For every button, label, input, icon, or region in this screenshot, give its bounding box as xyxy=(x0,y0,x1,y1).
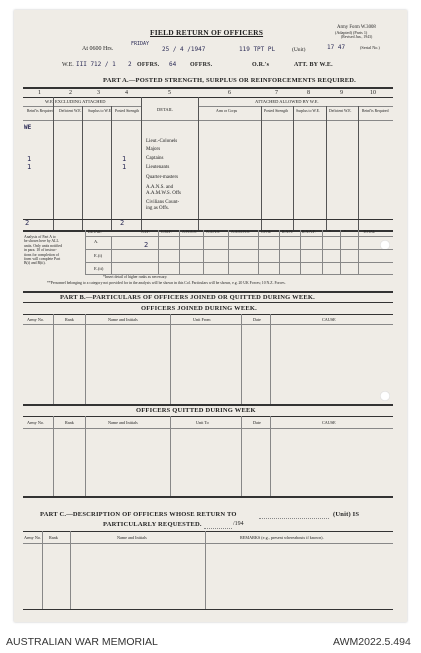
quitted-army-no: Army No. xyxy=(27,420,44,425)
we-mark: WE xyxy=(24,124,32,131)
col-line xyxy=(203,230,204,274)
analysis-aamws: A.A.M.W.S. xyxy=(231,230,250,234)
col-line xyxy=(170,416,171,496)
col-line xyxy=(141,97,142,230)
part-b-title: PART B.—PARTICULARS OF OFFICERS JOINED OR QUITTED DURING WEEK. xyxy=(60,294,316,301)
rule xyxy=(23,543,393,544)
col-number-4: 4 xyxy=(125,90,128,96)
date-field: 25 / 4 /1947 xyxy=(162,46,206,53)
col-number-5: 5 xyxy=(168,90,171,96)
col-line xyxy=(198,97,199,230)
joined-cause: CAUSE xyxy=(322,317,336,322)
col-number-1: 1 xyxy=(38,90,41,96)
col-line xyxy=(340,230,341,274)
col-posted: Posted Strength xyxy=(115,109,139,113)
col-line xyxy=(111,236,112,274)
col-line xyxy=(228,230,229,274)
rule xyxy=(23,496,393,498)
col-line xyxy=(358,106,359,230)
part-a-title: PART A.—POSTED STRENGTH, SURPLUS OR REINFORCEMENTS REQUIRED. xyxy=(103,77,356,84)
offrs-value: 2 xyxy=(128,61,132,68)
form-title: FIELD RETURN OF OFFICERS xyxy=(150,28,264,37)
note-2: **Personnel belonging to a category not provided for in the analysis will be shown in this Col. Particulars will be shown, e.g. 20 UK Forces; 10 N.Z. Forces. xyxy=(47,281,286,285)
analysis-raaf: R.A.A.F. xyxy=(302,230,316,234)
part-c-year: /194 xyxy=(233,521,244,527)
rule xyxy=(23,416,393,417)
rule xyxy=(85,249,393,250)
offrs2-label: OFFRS. xyxy=(190,62,213,68)
col-line xyxy=(70,531,71,609)
col-line xyxy=(261,106,262,230)
col4-value: 1 xyxy=(122,155,127,163)
punch-hole xyxy=(380,391,390,401)
col-surplus: Surplus to W.E. xyxy=(88,109,112,113)
analysis-cmf: C.M.F. xyxy=(161,230,172,234)
quitted-title: OFFICERS QUITTED DURING WEEK xyxy=(136,407,256,414)
col-line xyxy=(53,314,54,404)
part-c-rank: Rank xyxy=(49,535,58,540)
note-1: *Insert detail of higher ranks as necessary. xyxy=(103,275,168,279)
time-prefix: At 0600 Hrs. xyxy=(82,46,114,52)
col-att-reinfs: Reinf'ts Required xyxy=(362,109,389,113)
total-col1: 2 xyxy=(25,219,30,227)
rule xyxy=(23,609,393,610)
col1-value: 1 xyxy=(27,163,32,171)
col-line xyxy=(53,97,54,230)
rank-label: Majors xyxy=(146,147,161,152)
col1-value: 1 xyxy=(27,155,32,163)
rank-label: Lieut.-Colonels xyxy=(146,139,178,144)
rule xyxy=(23,531,393,532)
part-c-name: Name and Initials xyxy=(117,535,147,540)
col-line xyxy=(85,230,86,274)
ors-value: 64 xyxy=(169,61,177,68)
analysis-aif: A.I.F. xyxy=(141,230,150,234)
col-line xyxy=(241,416,242,496)
col-line xyxy=(258,230,259,274)
offrs-label: OFFRS. xyxy=(137,62,160,68)
rule xyxy=(23,428,393,429)
part-c-title: PART C.—DESCRIPTION OF OFFICERS WHOSE RETURN TO xyxy=(40,511,237,518)
analysis-note: Analysis of Part A to be shown here by ALL units. Only units notified in para. 10 of instruc- tions for completion of form will complete Part B(i) and B(ii). xyxy=(24,235,62,266)
rule xyxy=(198,106,393,107)
rule xyxy=(23,324,393,325)
col-att-posted: Posted Strength xyxy=(264,109,288,113)
detail-header: DETAIL xyxy=(157,107,173,112)
col-att-deficient: Deficient W.E. xyxy=(329,109,352,113)
rule xyxy=(23,314,393,315)
col-line xyxy=(205,531,206,609)
footer-accession: AWM2022.5.494 xyxy=(333,636,411,648)
col-deficient: Deficient W.E. xyxy=(59,109,82,113)
col-line xyxy=(322,230,323,274)
col-number-10: 10 xyxy=(370,90,376,96)
unit-blank xyxy=(259,518,329,519)
part-c-unit-is: (Unit) IS xyxy=(333,511,360,518)
col4-value: 1 xyxy=(122,163,127,171)
total-col4: 2 xyxy=(120,219,125,227)
we-prefix: W.E. xyxy=(62,62,74,68)
quitted-cause: CAUSE xyxy=(322,420,336,425)
rank-label: A.A.M.W.S. Offs xyxy=(146,191,182,196)
analysis-row-eii: E.(ii) xyxy=(94,266,104,271)
col-line xyxy=(300,230,301,274)
analysis-star: * xyxy=(329,230,331,234)
quitted-rank: Rank xyxy=(65,420,74,425)
rank-label: A.A.N.S. and xyxy=(146,185,174,190)
analysis-total: TOTAL xyxy=(363,230,376,234)
rank-label: Captains xyxy=(146,156,164,161)
analysis-aif-value: 2 xyxy=(144,241,149,249)
attached-allowed-label: ATTACHED ALLOWED BY W.E. xyxy=(255,99,319,104)
col-line xyxy=(270,314,271,404)
we-field: III 712 / 1 xyxy=(76,61,116,68)
col-line xyxy=(358,230,359,274)
part-c-title-2: PARTICULARLY REQUESTED. xyxy=(103,521,202,528)
col-number-6: 6 xyxy=(228,90,231,96)
joined-army-no: Army No. xyxy=(27,317,44,322)
col-line xyxy=(82,106,83,230)
part-c-army-no: Army No. xyxy=(24,535,41,540)
totals-rule xyxy=(23,219,393,220)
col-number-8: 8 xyxy=(307,90,310,96)
we-excluding-label: W.E. EXCLUDING ATTACHED xyxy=(45,99,106,104)
analysis-awas: A.W.A.S. xyxy=(182,230,197,234)
quitted-unit-to: Unit To xyxy=(196,420,209,425)
col-line xyxy=(241,314,242,404)
quitted-date: Date xyxy=(253,420,261,425)
analysis-row-ei: E.(i) xyxy=(94,253,103,258)
rule xyxy=(23,87,393,89)
serial-field: 17 47 xyxy=(327,44,346,51)
col-line xyxy=(179,230,180,274)
analysis-star: * xyxy=(344,230,346,234)
col-number-3: 3 xyxy=(97,90,100,96)
col-line xyxy=(279,230,280,274)
col-line xyxy=(111,106,112,230)
col-arm-corps: Arm or Corps xyxy=(216,109,238,113)
quitted-name: Name and Initials xyxy=(108,420,138,425)
rank-label: ing as Offs. xyxy=(146,206,170,211)
col-line xyxy=(158,230,159,274)
analysis-aans: A.A.N.S. xyxy=(206,230,221,234)
col-line xyxy=(270,416,271,496)
joined-name: Name and Initials xyxy=(108,317,138,322)
unit-name-field: 119 TPT PL xyxy=(239,46,276,53)
rule xyxy=(23,291,393,293)
col-number-9: 9 xyxy=(340,90,343,96)
serial-suffix: (Serial No.) xyxy=(360,45,380,50)
col-line xyxy=(42,531,43,609)
rule xyxy=(85,262,393,263)
form-number: Army Form W.3008 xyxy=(337,25,376,30)
col-line xyxy=(293,106,294,230)
analysis-civil: CIVIL xyxy=(261,230,272,234)
part-c-remarks: REMARKS (e.g., present whereabouts if known). xyxy=(240,535,324,540)
joined-unit-from: Unit From xyxy=(193,317,211,322)
col-number-7: 7 xyxy=(275,90,278,96)
footer-source: AUSTRALIAN WAR MEMORIAL xyxy=(6,636,158,648)
rank-label: Civilians Count- xyxy=(146,200,180,205)
rule xyxy=(23,404,393,406)
col-att-surplus: Surplus to W.E. xyxy=(296,109,320,113)
rule xyxy=(85,236,393,237)
analysis-detail: DETAIL xyxy=(88,230,102,234)
col-reinfs: Reinf'ts Required xyxy=(27,109,54,113)
unit-suffix: (Unit) xyxy=(292,47,306,53)
rule xyxy=(23,302,393,303)
analysis-row-a: A. xyxy=(94,239,99,244)
joined-date: Date xyxy=(253,317,261,322)
col-line xyxy=(85,416,86,496)
form-revised: (Revised Jan., 1943) xyxy=(341,35,373,39)
joined-title: OFFICERS JOINED DURING WEEK. xyxy=(141,305,257,312)
form-adapted: (Adapted) (Parts 1) xyxy=(335,30,368,35)
rule xyxy=(23,97,393,98)
rule xyxy=(23,120,393,121)
col-line xyxy=(53,416,54,496)
ors2-label: O.R.'s xyxy=(252,62,270,68)
col-line xyxy=(170,314,171,404)
col-line xyxy=(85,314,86,404)
analysis-ran: R.A.N. xyxy=(282,230,293,234)
rank-label: Quarter-masters xyxy=(146,175,179,180)
col-line xyxy=(326,106,327,230)
joined-rank: Rank xyxy=(65,317,74,322)
rank-label: Lieutenants xyxy=(146,165,170,170)
date-blank xyxy=(204,528,232,529)
day-field: FRIDAY xyxy=(131,41,150,47)
att-label: ATT. BY W.E. xyxy=(294,62,333,68)
col-number-2: 2 xyxy=(69,90,72,96)
